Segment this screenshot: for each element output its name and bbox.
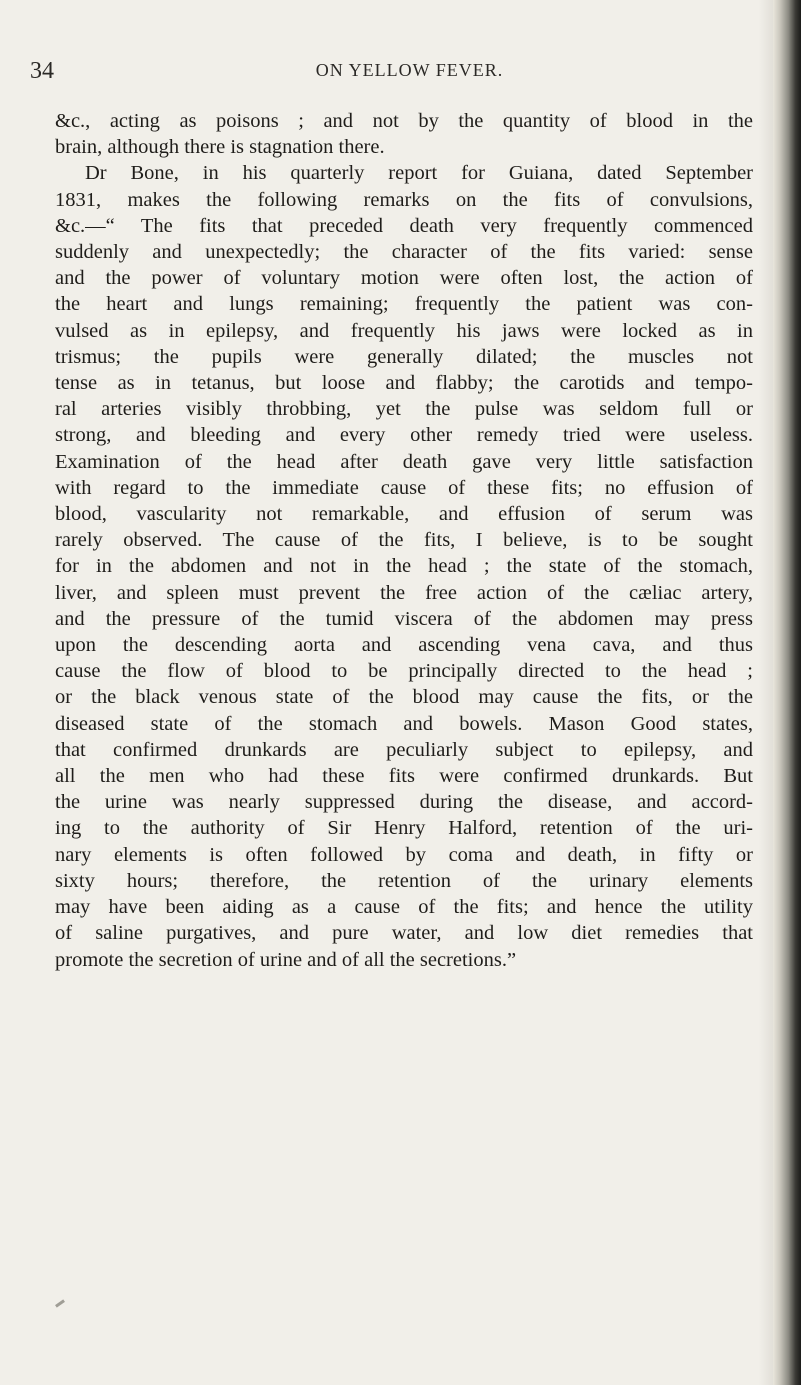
text-line: Dr Bone, in his quarterly report for Guiana, dated September bbox=[85, 162, 753, 185]
text-line: and the pressure of the tumid viscera of the abdomen may press bbox=[55, 607, 753, 630]
text-line: tense as in tetanus, but loose and flabby; the carotids and tempo- bbox=[55, 372, 753, 395]
text-line: upon the descending aorta and ascending vena cava, and thus bbox=[55, 634, 753, 657]
text-line: Examination of the head after death gave very little satisfaction bbox=[55, 450, 753, 473]
text-line: brain, although there is stagnation there. bbox=[55, 136, 385, 159]
text-line: suddenly and unexpectedly; the character of the fits varied: sense bbox=[55, 241, 753, 264]
ink-mark bbox=[55, 1299, 65, 1307]
text-line: for in the abdomen and not in the head ; the state of the stomach, bbox=[55, 555, 753, 578]
text-line: ral arteries visibly throbbing, yet the pulse was seldom full or bbox=[55, 398, 753, 421]
body-text bbox=[55, 108, 753, 973]
text-line: with regard to the immediate cause of these fits; no effusion of bbox=[55, 476, 753, 499]
text-line: &c.—“ The fits that preceded death very frequently commenced bbox=[55, 214, 753, 237]
running-title: ON YELLOW FEVER. bbox=[315, 60, 504, 80]
text-line: that confirmed drunkards are peculiarly subject to epilepsy, and bbox=[55, 738, 753, 761]
text-line: the urine was nearly suppressed during the disease, and accord- bbox=[55, 791, 753, 814]
text-line: of saline purgatives, and pure water, and low diet remedies that bbox=[55, 922, 753, 945]
text-line: rarely observed. The cause of the fits, I believe, is to be sought bbox=[55, 529, 753, 552]
text-line: vulsed as in epilepsy, and frequently his jaws were locked as in bbox=[55, 319, 753, 342]
text-line: ing to the authority of Sir Henry Halford, retention of the uri- bbox=[55, 817, 753, 840]
text-line: or the black venous state of the blood may cause the fits, or the bbox=[55, 686, 753, 709]
text-line: liver, and spleen must prevent the free action of the cæliac artery, bbox=[55, 581, 753, 604]
text-line: the heart and lungs remaining; frequently the patient was con- bbox=[55, 293, 753, 316]
text-line: promote the secretion of urine and of all the secretions.” bbox=[55, 948, 517, 971]
book-edge bbox=[773, 0, 801, 1385]
text-line: may have been aiding as a cause of the fits; and hence the utility bbox=[55, 896, 753, 919]
text-line: nary elements is often followed by coma and death, in fifty or bbox=[55, 843, 753, 866]
text-line: strong, and bleeding and every other remedy tried were useless. bbox=[55, 424, 753, 447]
text-line: all the men who had these fits were confirmed drunkards. But bbox=[55, 765, 753, 788]
text-line: &c., acting as poisons ; and not by the quantity of blood in the bbox=[55, 110, 753, 132]
text-line: diseased state of the stomach and bowels. Mason Good states, bbox=[55, 712, 753, 735]
text-line: trismus; the pupils were generally dilated; the muscles not bbox=[55, 345, 753, 368]
text-line: cause the flow of blood to be principally directed to the head ; bbox=[55, 660, 753, 683]
text-line: 1831, makes the following remarks on the fits of convulsions, bbox=[55, 188, 753, 211]
text-line: and the power of voluntary motion were often lost, the action of bbox=[55, 267, 753, 290]
page-number: 34 bbox=[30, 58, 54, 84]
text-line: sixty hours; therefore, the retention of the urinary elements bbox=[55, 869, 753, 892]
page-edge-shadow bbox=[759, 0, 773, 1385]
text-line: blood, vascularity not remarkable, and effusion of serum was bbox=[55, 503, 753, 526]
